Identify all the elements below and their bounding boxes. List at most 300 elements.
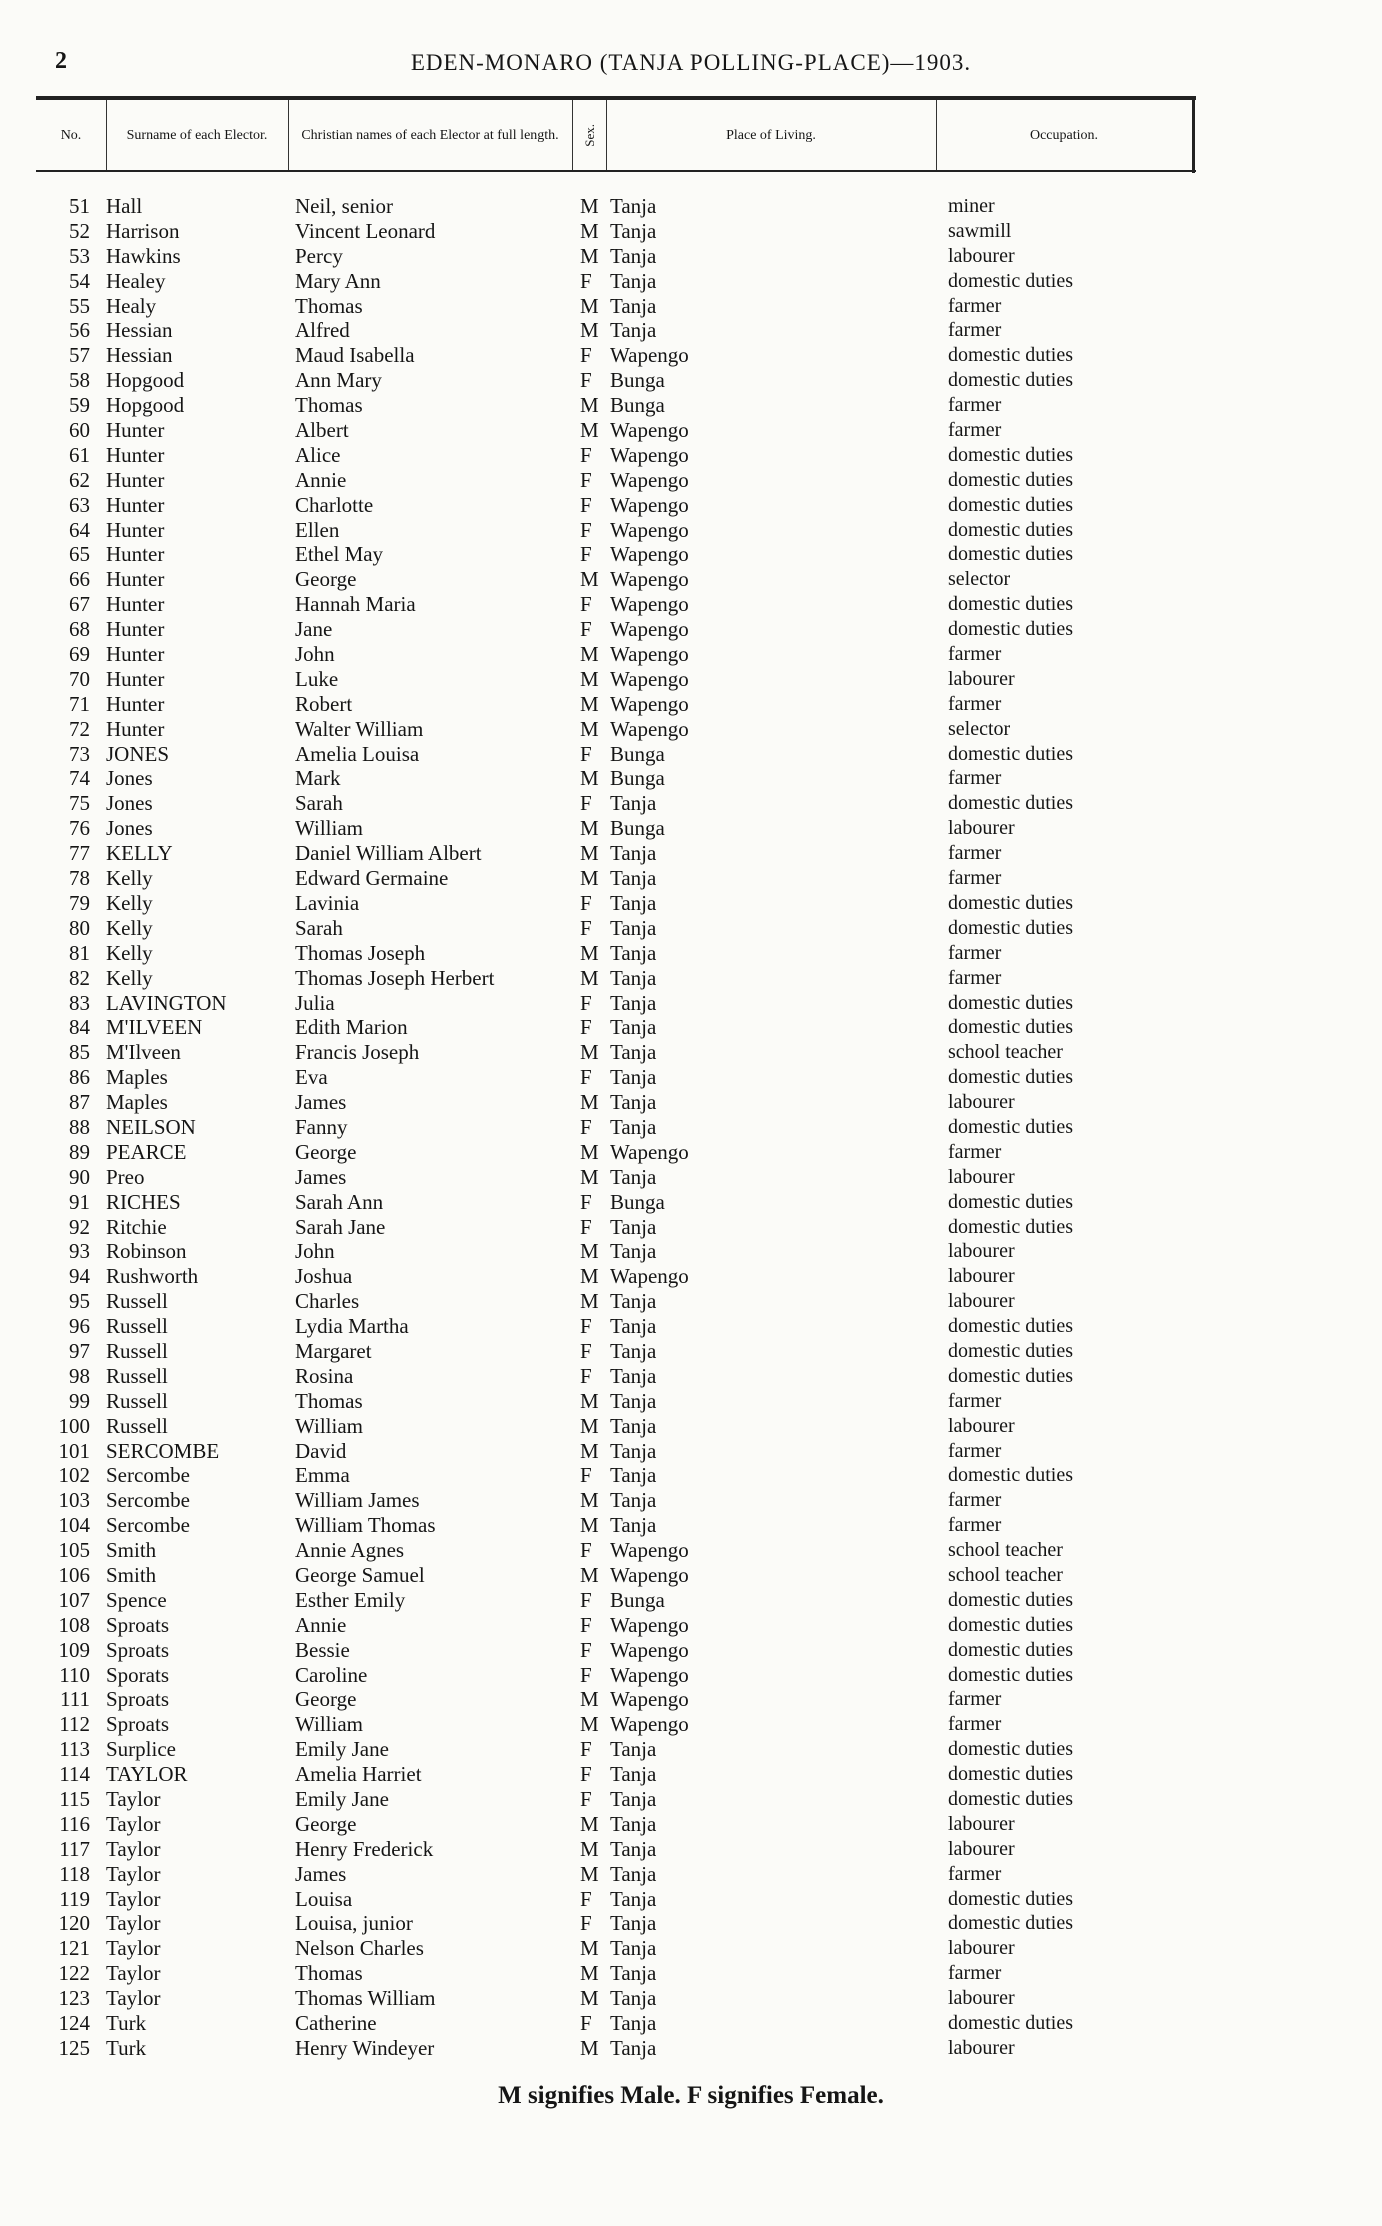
cell-no: 82 <box>69 965 90 990</box>
cell-sex: F <box>580 741 592 766</box>
cell-no: 107 <box>58 1587 90 1612</box>
table-row <box>0 717 1382 742</box>
cell-occupation: domestic duties <box>948 618 1073 641</box>
cell-surname: Hunter <box>106 567 165 592</box>
cell-sex: F <box>580 915 592 940</box>
cell-sex: F <box>580 1363 592 1388</box>
header-surname: Surname of each Elector. <box>106 100 289 170</box>
cell-occupation: school teacher <box>948 1041 1063 1064</box>
cell-sex: F <box>580 1662 592 1687</box>
cell-christian: Henry Windeyer <box>295 2035 435 2060</box>
cell-no: 51 <box>69 194 90 218</box>
cell-occupation: selector <box>948 568 1011 591</box>
cell-place: Wapengo <box>610 1612 689 1637</box>
cell-surname: Healey <box>106 268 166 293</box>
cell-occupation: farmer <box>948 419 1002 442</box>
cell-occupation: domestic duties <box>948 269 1073 292</box>
cell-no: 72 <box>69 716 90 741</box>
cell-no: 101 <box>58 1438 90 1463</box>
cell-occupation: domestic duties <box>948 369 1073 392</box>
cell-sex: F <box>580 791 592 816</box>
cell-occupation: domestic duties <box>948 1115 1073 1138</box>
cell-surname: Kelly <box>106 866 153 891</box>
cell-sex: M <box>580 1811 599 1836</box>
table-row <box>0 1115 1382 1140</box>
cell-place: Wapengo <box>610 1687 689 1712</box>
cell-occupation: farmer <box>948 319 1002 342</box>
cell-no: 68 <box>69 617 90 642</box>
cell-christian: William James <box>295 1488 420 1513</box>
cell-occupation: domestic duties <box>948 344 1073 367</box>
cell-no: 112 <box>59 1712 90 1737</box>
cell-no: 52 <box>69 218 90 243</box>
table-row <box>0 542 1382 567</box>
cell-christian: Alice <box>295 442 341 467</box>
cell-christian: Annie <box>295 1612 347 1637</box>
cell-surname: Taylor <box>106 1787 161 1811</box>
cell-place: Tanja <box>610 1488 657 1513</box>
table-row <box>0 1165 1382 1190</box>
cell-surname: Hunter <box>106 592 165 617</box>
cell-no: 58 <box>69 368 90 393</box>
cell-place: Tanja <box>610 194 657 218</box>
cell-place: Tanja <box>610 1513 657 1538</box>
cell-christian: Emma <box>295 1463 350 1488</box>
table-row <box>0 269 1382 294</box>
cell-occupation: school teacher <box>948 1563 1063 1586</box>
cell-occupation: labourer <box>948 1937 1015 1960</box>
cell-occupation: domestic duties <box>948 1016 1073 1039</box>
cell-surname: Hopgood <box>106 368 185 393</box>
cell-no: 60 <box>69 418 90 443</box>
cell-surname: Rushworth <box>106 1264 199 1289</box>
cell-occupation: farmer <box>948 1389 1002 1412</box>
cell-place: Wapengo <box>610 343 689 368</box>
cell-place: Tanja <box>610 890 657 915</box>
cell-place: Wapengo <box>610 467 689 492</box>
cell-christian: Jane <box>295 617 333 642</box>
table-row <box>0 443 1382 468</box>
table-row <box>0 1239 1382 1264</box>
cell-occupation: labourer <box>948 1091 1015 1114</box>
cell-christian: Thomas Joseph Herbert <box>295 965 495 990</box>
cell-surname: Healy <box>106 293 157 318</box>
cell-occupation: farmer <box>948 1140 1002 1163</box>
cell-sex: F <box>580 343 592 368</box>
page-title: EDEN-MONARO (TANJA POLLING-PLACE)—1903. <box>410 50 972 75</box>
cell-surname: Robinson <box>106 1239 187 1264</box>
table-row <box>0 916 1382 941</box>
cell-christian: William Thomas <box>295 1513 436 1538</box>
cell-sex: F <box>580 592 592 617</box>
cell-sex: F <box>580 1214 592 1239</box>
cell-sex: F <box>580 268 592 293</box>
cell-occupation: domestic duties <box>948 1066 1073 1089</box>
header-bottom-rule <box>36 170 1196 172</box>
cell-place: Tanja <box>610 915 657 940</box>
cell-occupation: domestic duties <box>948 1887 1073 1910</box>
table-row <box>0 1961 1382 1986</box>
cell-sex: M <box>580 666 599 691</box>
cell-no: 70 <box>69 666 90 691</box>
cell-christian: William <box>295 816 363 841</box>
cell-christian: Alfred <box>295 318 350 343</box>
cell-occupation: domestic duties <box>948 1190 1073 1213</box>
cell-sex: M <box>580 243 599 268</box>
cell-no: 119 <box>59 1886 90 1911</box>
table-row <box>0 1339 1382 1364</box>
cell-christian: Daniel William Albert <box>295 841 482 866</box>
cell-surname: JONES <box>106 741 170 766</box>
cell-christian: James <box>295 1861 347 1886</box>
cell-surname: Hopgood <box>106 393 185 418</box>
cell-christian: Amelia Louisa <box>295 741 420 766</box>
cell-surname: Smith <box>106 1562 157 1587</box>
cell-place: Tanja <box>610 1463 657 1488</box>
cell-occupation: miner <box>948 195 995 217</box>
cell-place: Bunga <box>610 741 665 766</box>
cell-surname: Sproats <box>106 1637 169 1662</box>
cell-sex: F <box>580 467 592 492</box>
cell-place: Tanja <box>610 940 657 965</box>
cell-place: Bunga <box>610 368 665 393</box>
cell-sex: M <box>580 1961 599 1986</box>
cell-no: 122 <box>58 1961 90 1986</box>
cell-occupation: domestic duties <box>948 468 1073 491</box>
cell-christian: John <box>295 1239 335 1264</box>
cell-surname: Russell <box>106 1413 168 1438</box>
cell-occupation: labourer <box>948 1812 1015 1835</box>
cell-place: Wapengo <box>610 492 689 517</box>
cell-no: 67 <box>69 592 90 617</box>
cell-christian: Ethel May <box>295 542 384 567</box>
cell-no: 118 <box>59 1861 90 1886</box>
cell-sex: M <box>580 1264 599 1289</box>
cell-sex: M <box>580 218 599 243</box>
cell-place: Wapengo <box>610 617 689 642</box>
cell-christian: Nelson Charles <box>295 1936 424 1961</box>
cell-christian: John <box>295 642 335 667</box>
cell-surname: Hunter <box>106 691 165 716</box>
table-row <box>0 617 1382 642</box>
cell-occupation: domestic duties <box>948 518 1073 541</box>
table-row <box>0 1812 1382 1837</box>
cell-christian: Margaret <box>295 1338 372 1363</box>
cell-surname: Russell <box>106 1289 168 1314</box>
cell-place: Wapengo <box>610 1562 689 1587</box>
header-sex: Sex. <box>572 100 607 170</box>
cell-sex: F <box>580 1886 592 1911</box>
cell-occupation: farmer <box>948 767 1002 790</box>
cell-christian: Thomas Joseph <box>295 940 426 965</box>
table-row <box>0 368 1382 393</box>
cell-place: Tanja <box>610 243 657 268</box>
cell-occupation: labourer <box>948 1265 1015 1288</box>
cell-surname: Kelly <box>106 915 153 940</box>
cell-christian: Caroline <box>295 1662 368 1687</box>
cell-occupation: labourer <box>948 1290 1015 1313</box>
cell-occupation: farmer <box>948 1862 1002 1885</box>
cell-christian: Percy <box>295 243 343 268</box>
cell-surname: Sercombe <box>106 1463 190 1488</box>
cell-no: 85 <box>69 1040 90 1065</box>
cell-christian: Mary Ann <box>295 268 381 293</box>
cell-christian: Robert <box>295 691 353 716</box>
table-row <box>0 742 1382 767</box>
cell-christian: George <box>295 1139 357 1164</box>
cell-place: Tanja <box>610 1239 657 1264</box>
table-row <box>0 1364 1382 1389</box>
table-row <box>0 1140 1382 1165</box>
cell-christian: Francis Joseph <box>295 1040 420 1065</box>
cell-no: 121 <box>58 1936 90 1961</box>
cell-surname: Kelly <box>106 965 153 990</box>
cell-christian: David <box>295 1438 347 1463</box>
cell-place: Wapengo <box>610 567 689 592</box>
cell-place: Tanja <box>610 1289 657 1314</box>
cell-surname: Hunter <box>106 467 165 492</box>
cell-christian: Emily Jane <box>295 1787 389 1811</box>
cell-sex: F <box>580 1911 592 1936</box>
cell-no: 123 <box>58 1986 90 2011</box>
table-row <box>0 1563 1382 1588</box>
cell-occupation: farmer <box>948 1962 1002 1985</box>
table-row <box>0 468 1382 493</box>
cell-christian: Annie Agnes <box>295 1538 405 1563</box>
cell-sex: M <box>580 1861 599 1886</box>
cell-place: Bunga <box>610 393 665 418</box>
cell-no: 53 <box>69 243 90 268</box>
cell-place: Tanja <box>610 1413 657 1438</box>
cell-occupation: domestic duties <box>948 443 1073 466</box>
cell-sex: F <box>580 1762 592 1787</box>
cell-christian: Albert <box>295 418 349 443</box>
cell-surname: Ritchie <box>106 1214 167 1239</box>
cell-surname: Taylor <box>106 1961 161 1986</box>
cell-no: 65 <box>69 542 90 567</box>
table-row <box>0 318 1382 343</box>
cell-place: Wapengo <box>610 517 689 542</box>
cell-place: Wapengo <box>610 442 689 467</box>
cell-place: Tanja <box>610 2035 657 2060</box>
cell-no: 90 <box>69 1164 90 1189</box>
table-row <box>0 219 1382 244</box>
cell-place: Tanja <box>610 1961 657 1986</box>
table-row <box>0 1264 1382 1289</box>
cell-surname: Russell <box>106 1363 168 1388</box>
cell-occupation: domestic duties <box>948 916 1073 939</box>
cell-no: 99 <box>69 1388 90 1413</box>
cell-christian: James <box>295 1090 347 1115</box>
cell-no: 80 <box>69 915 90 940</box>
table-row <box>0 592 1382 617</box>
table-row <box>0 1837 1382 1862</box>
cell-place: Tanja <box>610 1065 657 1090</box>
cell-place: Tanja <box>610 791 657 816</box>
cell-christian: Ellen <box>295 517 340 542</box>
table-row <box>0 294 1382 319</box>
table-row <box>0 991 1382 1016</box>
cell-sex: M <box>580 418 599 443</box>
cell-place: Tanja <box>610 1090 657 1115</box>
cell-occupation: domestic duties <box>948 1364 1073 1387</box>
cell-place: Wapengo <box>610 542 689 567</box>
cell-place: Tanja <box>610 1861 657 1886</box>
table-row <box>0 692 1382 717</box>
cell-place: Tanja <box>610 1015 657 1040</box>
cell-place: Tanja <box>610 1936 657 1961</box>
cell-occupation: farmer <box>948 867 1002 890</box>
cell-surname: Hunter <box>106 542 165 567</box>
cell-no: 109 <box>58 1637 90 1662</box>
cell-no: 97 <box>69 1338 90 1363</box>
cell-place: Tanja <box>610 1986 657 2011</box>
cell-place: Tanja <box>610 1886 657 1911</box>
table-row <box>0 1090 1382 1115</box>
cell-occupation: domestic duties <box>948 1464 1073 1487</box>
cell-no: 95 <box>69 1289 90 1314</box>
cell-occupation: domestic duties <box>948 1215 1073 1238</box>
cell-occupation: farmer <box>948 643 1002 666</box>
cell-sex: M <box>580 1488 599 1513</box>
cell-place: Bunga <box>610 816 665 841</box>
cell-no: 54 <box>69 268 90 293</box>
cell-surname: Taylor <box>106 1886 161 1911</box>
cell-sex: F <box>580 442 592 467</box>
cell-no: 116 <box>59 1811 90 1836</box>
cell-surname: Sercombe <box>106 1513 190 1538</box>
cell-no: 87 <box>69 1090 90 1115</box>
cell-occupation: domestic duties <box>948 1339 1073 1362</box>
cell-no: 56 <box>69 318 90 343</box>
cell-no: 74 <box>69 766 90 791</box>
table-row <box>0 1787 1382 1812</box>
table-row <box>0 1190 1382 1215</box>
cell-occupation: farmer <box>948 1489 1002 1512</box>
cell-no: 89 <box>69 1139 90 1164</box>
cell-sex: M <box>580 1836 599 1861</box>
table-row <box>0 1663 1382 1688</box>
cell-no: 113 <box>59 1737 90 1762</box>
table-row <box>0 1911 1382 1936</box>
cell-christian: Luke <box>295 666 339 691</box>
cell-sex: F <box>580 517 592 542</box>
table-row <box>0 667 1382 692</box>
cell-christian: James <box>295 1164 347 1189</box>
cell-occupation: domestic duties <box>948 991 1073 1014</box>
cell-christian: William <box>295 1712 363 1737</box>
table-row <box>0 966 1382 991</box>
cell-sex: M <box>580 1712 599 1737</box>
cell-sex: F <box>580 1612 592 1637</box>
cell-christian: Lydia Martha <box>295 1314 409 1339</box>
cell-sex: M <box>580 1986 599 2011</box>
cell-place: Wapengo <box>610 691 689 716</box>
cell-surname: Taylor <box>106 1861 161 1886</box>
table-row <box>0 1762 1382 1787</box>
cell-place: Tanja <box>610 1737 657 1762</box>
cell-christian: George <box>295 567 357 592</box>
cell-place: Bunga <box>610 1587 665 1612</box>
cell-occupation: domestic duties <box>948 1663 1073 1686</box>
cell-sex: M <box>580 567 599 592</box>
cell-sex: M <box>580 1687 599 1712</box>
header-place-of-living: Place of Living. <box>606 100 937 170</box>
page-number: 2 <box>55 48 67 74</box>
cell-no: 86 <box>69 1065 90 1090</box>
cell-place: Tanja <box>610 318 657 343</box>
cell-no: 69 <box>69 642 90 667</box>
cell-occupation: farmer <box>948 394 1002 417</box>
cell-no: 98 <box>69 1363 90 1388</box>
cell-christian: Mark <box>295 766 341 791</box>
cell-no: 61 <box>69 442 90 467</box>
header-right-rule <box>1192 97 1195 173</box>
cell-place: Tanja <box>610 866 657 891</box>
footer-note: M signifies Male. F signifies Female. <box>498 2082 884 2109</box>
cell-surname: Sproats <box>106 1687 169 1712</box>
cell-surname: Russell <box>106 1314 168 1339</box>
cell-occupation: labourer <box>948 2036 1015 2059</box>
table-row <box>0 1513 1382 1538</box>
cell-occupation: farmer <box>948 294 1002 317</box>
cell-sex: F <box>580 1637 592 1662</box>
cell-sex: F <box>580 1463 592 1488</box>
cell-christian: Joshua <box>295 1264 353 1289</box>
table-row <box>0 642 1382 667</box>
cell-sex: F <box>580 2011 592 2036</box>
cell-surname: PEARCE <box>106 1139 187 1164</box>
cell-occupation: farmer <box>948 842 1002 865</box>
cell-no: 88 <box>69 1114 90 1139</box>
cell-sex: M <box>580 940 599 965</box>
cell-sex: M <box>580 318 599 343</box>
cell-sex: F <box>580 1189 592 1214</box>
cell-surname: Hawkins <box>106 243 181 268</box>
cell-place: Tanja <box>610 1836 657 1861</box>
cell-place: Wapengo <box>610 1662 689 1687</box>
cell-no: 75 <box>69 791 90 816</box>
table-row <box>0 841 1382 866</box>
cell-surname: Hunter <box>106 666 165 691</box>
cell-sex: M <box>580 1164 599 1189</box>
cell-christian: Thomas William <box>295 1986 436 2011</box>
cell-surname: Harrison <box>106 218 180 243</box>
cell-place: Tanja <box>610 1338 657 1363</box>
cell-surname: TAYLOR <box>106 1762 188 1787</box>
cell-surname: Hunter <box>106 716 165 741</box>
cell-sex: F <box>580 1737 592 1762</box>
table-row <box>0 1414 1382 1439</box>
table-row <box>0 1862 1382 1887</box>
cell-occupation: domestic duties <box>948 742 1073 765</box>
cell-no: 91 <box>69 1189 90 1214</box>
cell-place: Tanja <box>610 1438 657 1463</box>
cell-surname: Hunter <box>106 492 165 517</box>
cell-no: 111 <box>60 1687 90 1712</box>
cell-occupation: farmer <box>948 1688 1002 1711</box>
cell-christian: Thomas <box>295 393 363 418</box>
cell-occupation: school teacher <box>948 1539 1063 1562</box>
cell-sex: M <box>580 1289 599 1314</box>
cell-sex: F <box>580 492 592 517</box>
cell-christian: Louisa, junior <box>295 1911 413 1936</box>
cell-surname: Hunter <box>106 418 165 443</box>
cell-no: 83 <box>69 990 90 1015</box>
cell-surname: Spence <box>106 1587 167 1612</box>
cell-place: Tanja <box>610 1114 657 1139</box>
cell-christian: William <box>295 1413 363 1438</box>
